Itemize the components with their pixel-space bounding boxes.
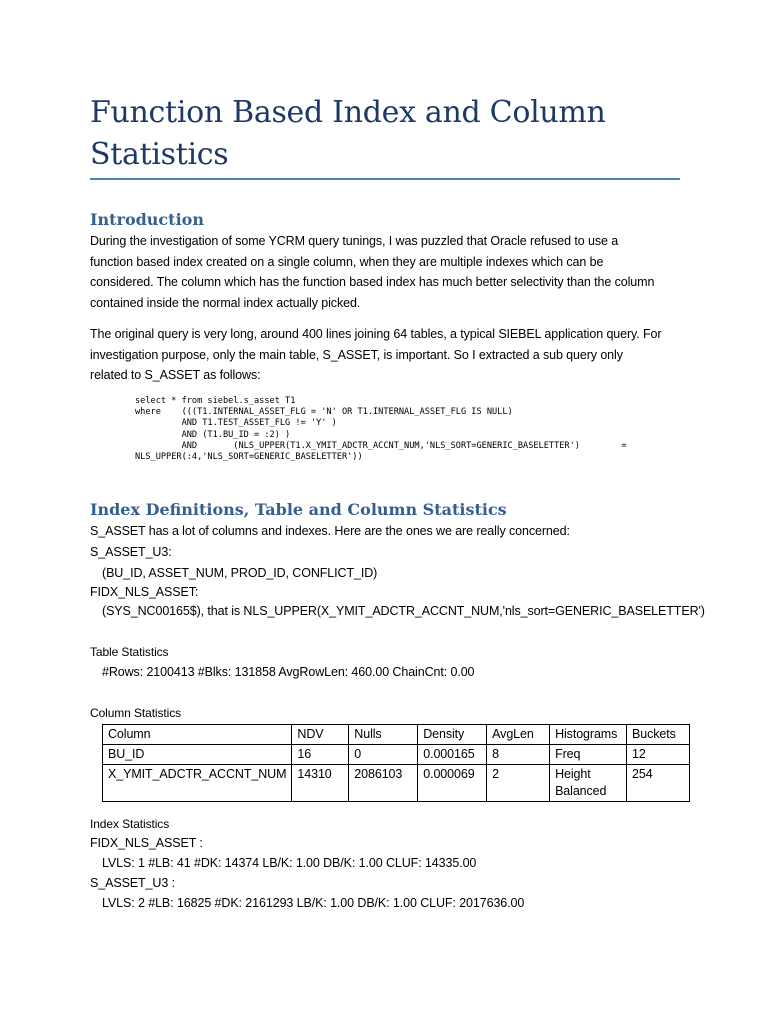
index-definitions-heading: Index Definitions, Table and Column Statistics — [90, 500, 507, 519]
code-line: AND T1.TEST_ASSET_FLG != 'Y' ) — [135, 418, 337, 429]
text-line: contained inside the normal index actually picked. — [90, 295, 361, 310]
table-cell: 12 — [627, 745, 690, 765]
text-line: function based index created on a single column, when they are multiple indexes which can be — [90, 254, 604, 269]
code-line: AND (NLS_UPPER(T1.X_YMIT_ADCTR_ACCNT_NUM,'NLS_SORT=GENERIC_BASELETTER') = — [135, 440, 627, 451]
table-cell: 0 — [349, 745, 418, 765]
column-statistics-table — [102, 724, 690, 802]
index2-columns: (SYS_NC00165$), that is NLS_UPPER(X_YMIT_ADCTR_ACCNT_NUM,'nls_sort=GENERIC_BASELETTER') — [102, 604, 705, 618]
table-cell: X_YMIT_ADCTR_ACCNT_NUM — [103, 765, 292, 802]
header-cell: AvgLen — [487, 725, 550, 745]
code-line: select * from siebel.s_asset T1 — [135, 396, 296, 406]
table-cell: 0.000069 — [418, 765, 487, 802]
index-stat-fidx-values: LVLS: 1 #LB: 41 #DK: 14374 LB/K: 1.00 DB/K: 1.00 CLUF: 14335.00 — [102, 856, 477, 870]
column-statistics-label: Column Statistics — [90, 706, 181, 720]
table-cell: 2086103 — [349, 765, 418, 802]
index-stat-u3-values: LVLS: 2 #LB: 16825 #DK: 2161293 LB/K: 1.00 DB/K: 1.00 CLUF: 2017636.00 — [102, 896, 525, 910]
introduction-heading: Introduction — [90, 210, 204, 229]
table-cell: 8 — [487, 745, 550, 765]
intro-paragraph-2 — [90, 324, 662, 386]
header-cell: Histograms — [550, 725, 627, 745]
text-line: During the investigation of some YCRM query tunings, I was puzzled that Oracle refused to use a — [90, 234, 619, 248]
table-cell: 2 — [487, 765, 550, 802]
index1-name: S_ASSET_U3: — [90, 545, 172, 559]
index-stat-fidx-label: FIDX_NLS_ASSET : — [90, 836, 203, 850]
table-cell: 16 — [292, 745, 349, 765]
table-cell: Freq — [550, 745, 627, 765]
index-stat-u3-label: S_ASSET_U3 : — [90, 876, 175, 890]
code-line: AND (T1.BU_ID = :2) ) — [135, 429, 291, 440]
code-line: NLS_UPPER(:4,'NLS_SORT=GENERIC_BASELETTER')) — [135, 452, 363, 463]
table-row — [103, 745, 690, 765]
header-cell: NDV — [292, 725, 349, 745]
table-cell: BU_ID — [103, 745, 292, 765]
text-line: considered. The column which has the function based index has much better selectivity than the column — [90, 275, 655, 289]
index2-name: FIDX_NLS_ASSET: — [90, 585, 199, 599]
intro-paragraph-1 — [90, 231, 655, 313]
index-intro-line: S_ASSET has a lot of columns and indexes. Here are the ones we are really concerned: — [90, 524, 570, 538]
index1-columns: (BU_ID, ASSET_NUM, PROD_ID, CONFLICT_ID) — [102, 566, 378, 580]
text-line: related to S_ASSET as follows: — [90, 368, 261, 382]
header-cell: Buckets — [627, 725, 690, 745]
table-cell: Height Balanced — [550, 765, 627, 802]
table-cell: 0.000165 — [418, 745, 487, 765]
table-header-row — [103, 725, 690, 745]
code-line: where (((T1.INTERNAL_ASSET_FLG = 'N' OR T1.INTERNAL_ASSET_FLG IS NULL) — [135, 407, 513, 418]
index-statistics-label: Index Statistics — [90, 817, 170, 831]
table-row — [103, 765, 690, 802]
table-cell: 14310 — [292, 765, 349, 802]
table-cell: 254 — [627, 765, 690, 802]
header-cell: Density — [418, 725, 487, 745]
header-cell: Column — [103, 725, 292, 745]
document-title: Function Based Index and Column Statistics — [90, 95, 606, 172]
sql-code-block — [135, 396, 685, 463]
text-line: The original query is very long, around 400 lines joining 64 tables, a typical SIEBEL application query. For — [90, 327, 662, 341]
header-cell: Nulls — [349, 725, 418, 745]
table-statistics-values: #Rows: 2100413 #Blks: 131858 AvgRowLen: 460.00 ChainCnt: 0.00 — [102, 665, 475, 679]
text-line: investigation purpose, only the main table, S_ASSET, is important. So I extracted a sub query only — [90, 347, 623, 362]
title-divider — [90, 178, 680, 180]
table-statistics-label: Table Statistics — [90, 645, 169, 659]
